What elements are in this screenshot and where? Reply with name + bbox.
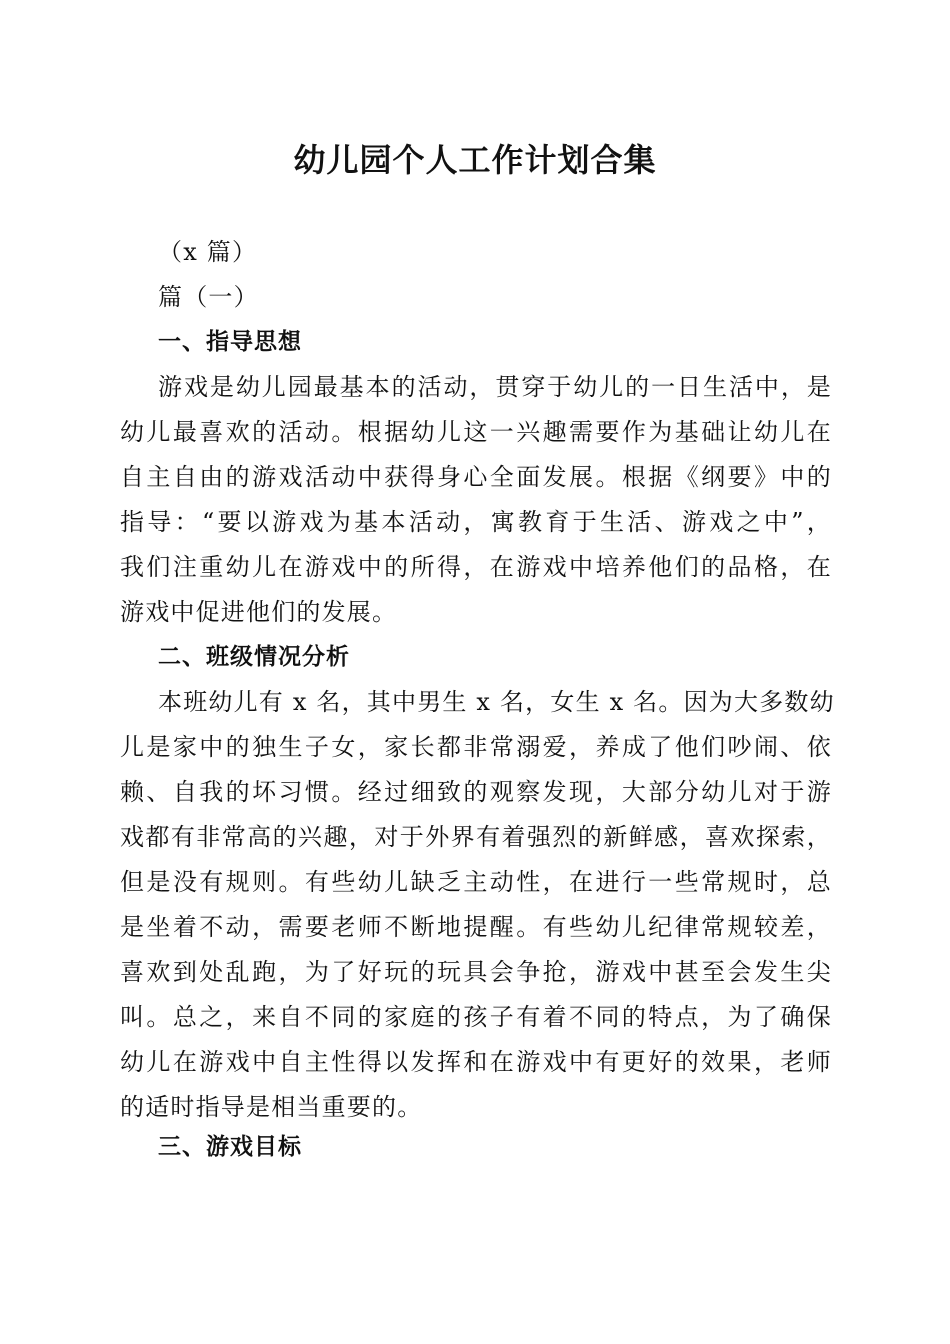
paragraph-line: 指导：“要以游戏为基本活动，寓教育于生活、游戏之中”，	[120, 508, 832, 536]
section-heading-1: 一、指导思想	[158, 329, 302, 355]
paragraph-line: 本班幼儿有 x 名，其中男生 x 名，女生 x 名。因为大多数幼	[158, 688, 835, 716]
paragraph-line: 但是没有规则。有些幼儿缺乏主动性，在进行一些常规时，总	[120, 868, 832, 896]
part-label: 篇（一）	[158, 283, 259, 311]
paragraph-line: 幼儿最喜欢的活动。根据幼儿这一兴趣需要作为基础让幼儿在	[120, 418, 832, 446]
paragraph-line: 游戏中促进他们的发展。	[120, 598, 398, 626]
paragraph-line: 赖、自我的坏习惯。经过细致的观察发现，大部分幼儿对于游	[120, 778, 832, 806]
paragraph-line: 自主自由的游戏活动中获得身心全面发展。根据《纲要》中的	[120, 463, 832, 491]
count-label: （x 篇）	[158, 238, 258, 266]
paragraph-line: 游戏是幼儿园最基本的活动，贯穿于幼儿的一日生活中，是	[158, 373, 832, 401]
paragraph-line: 的适时指导是相当重要的。	[120, 1093, 423, 1121]
section-heading-2: 二、班级情况分析	[158, 644, 350, 670]
paragraph-line: 喜欢到处乱跑，为了好玩的玩具会争抢，游戏中甚至会发生尖	[120, 958, 832, 986]
paragraph-line: 我们注重幼儿在游戏中的所得，在游戏中培养他们的品格，在	[120, 553, 832, 581]
paragraph-line: 儿是家中的独生子女，家长都非常溺爱，养成了他们吵闹、依	[120, 733, 832, 761]
paragraph-line: 戏都有非常高的兴趣，对于外界有着强烈的新鲜感，喜欢探索，	[120, 823, 832, 851]
paragraph-line: 幼儿在游戏中自主性得以发挥和在游戏中有更好的效果，老师	[120, 1048, 832, 1076]
paragraph-line: 是坐着不动，需要老师不断地提醒。有些幼儿纪律常规较差，	[120, 913, 832, 941]
section-heading-3: 三、游戏目标	[158, 1134, 302, 1160]
paragraph-line: 叫。总之，来自不同的家庭的孩子有着不同的特点，为了确保	[120, 1003, 832, 1031]
document-title: 幼儿园个人工作计划合集	[293, 141, 657, 179]
